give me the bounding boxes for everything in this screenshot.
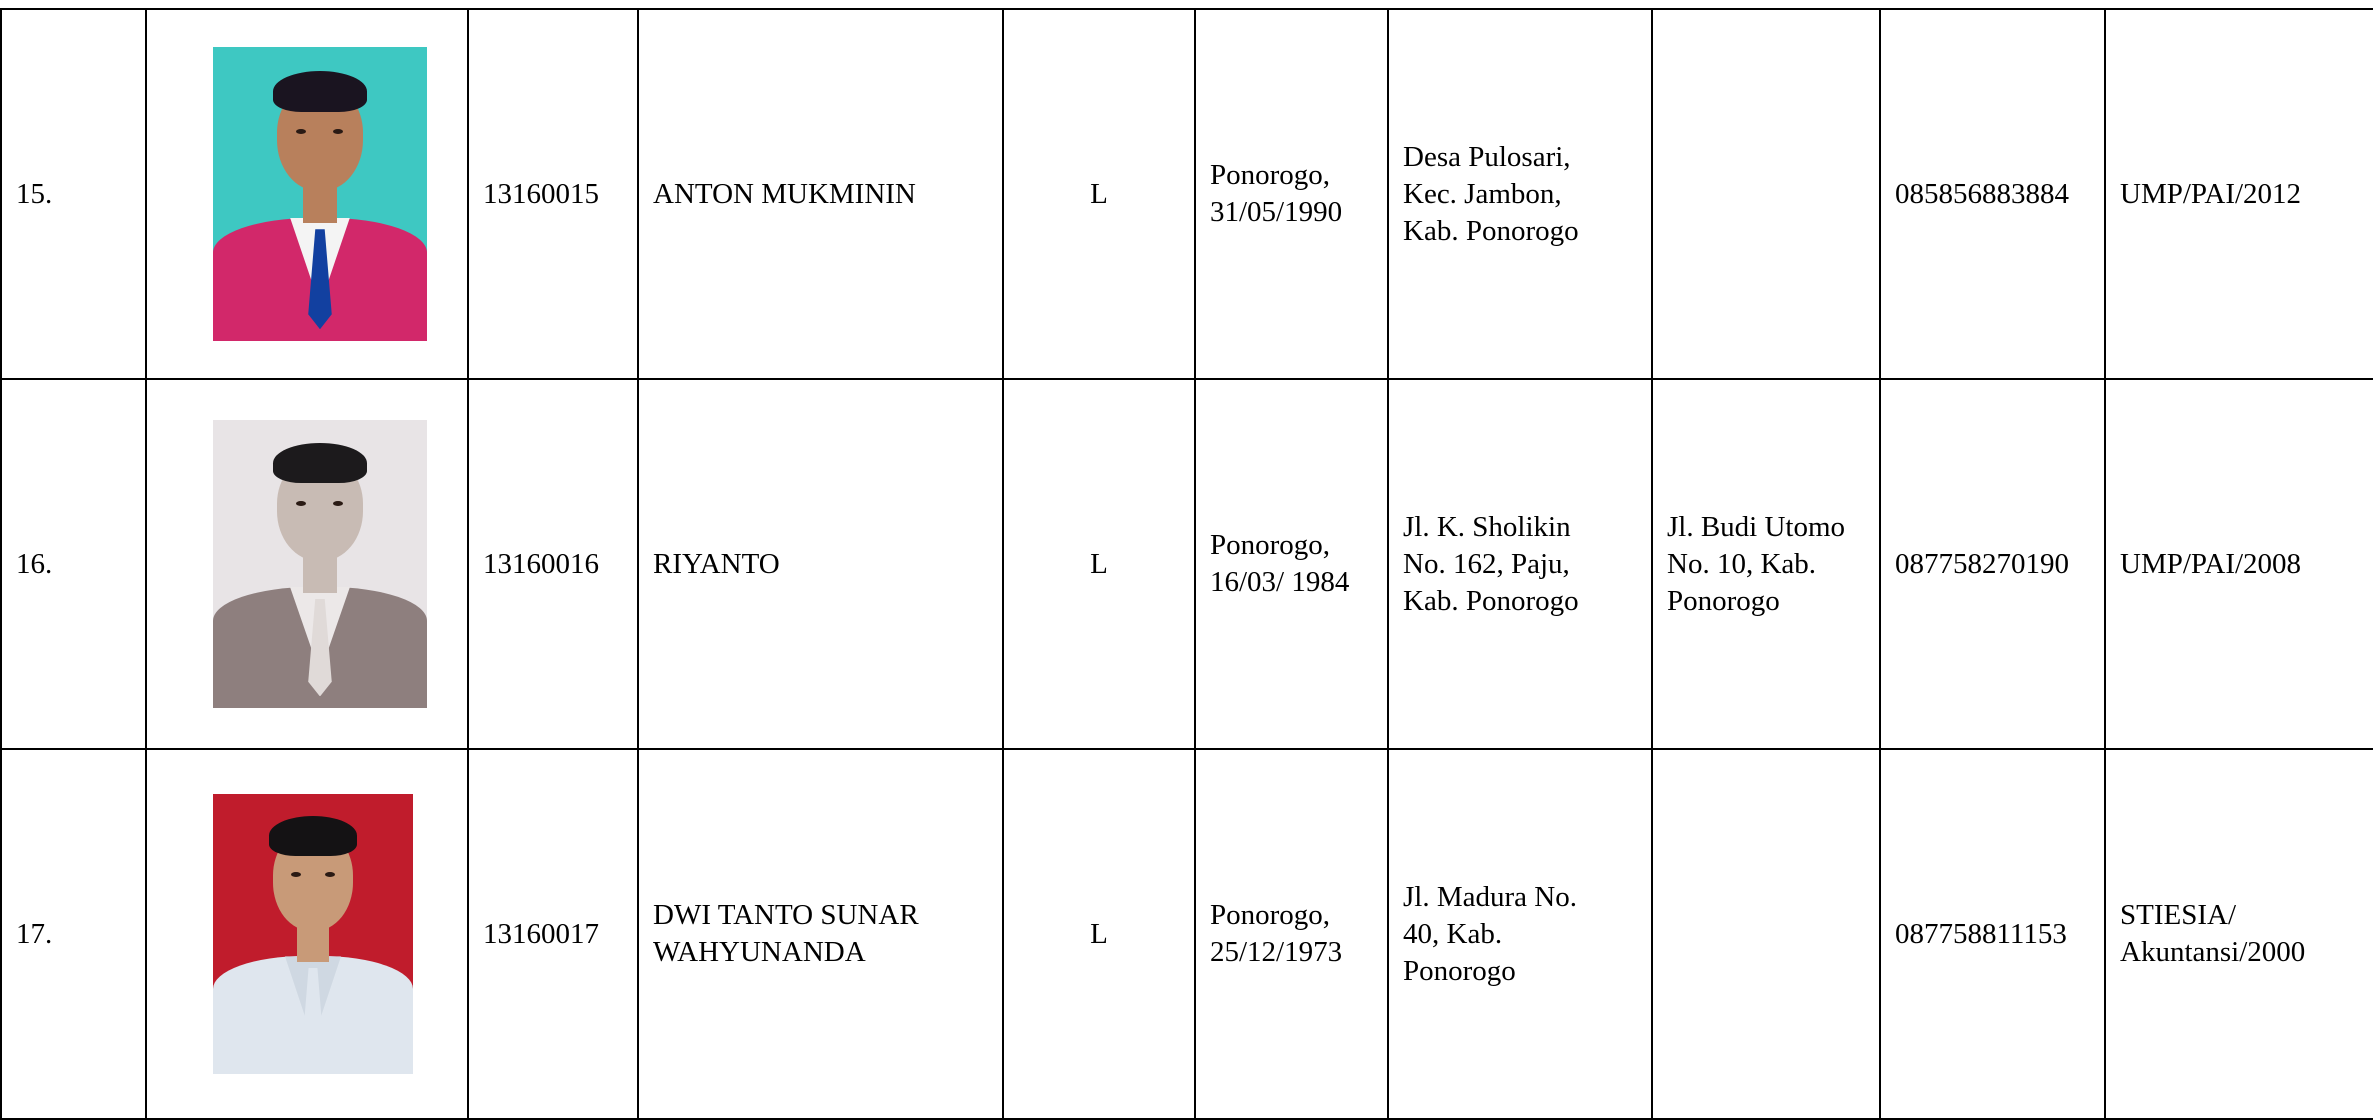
photo-hair: [273, 71, 367, 112]
home-address: Jl. K. Sholikin No. 162, Paju, Kab. Ponorogo: [1388, 379, 1652, 749]
secondary-address: [1652, 749, 1880, 1119]
photo-cell: [146, 9, 468, 379]
person-photo-icon: [213, 47, 427, 341]
gender: L: [1003, 9, 1195, 379]
person-photo-icon: [213, 794, 413, 1074]
education: UMP/PAI/2012: [2105, 9, 2373, 379]
student-id: 13160015: [468, 9, 638, 379]
home-address: Desa Pulosari, Kec. Jambon, Kab. Ponorogo: [1388, 9, 1652, 379]
person-photo-icon: [213, 420, 427, 708]
birth-place-date: Ponorogo, 25/12/1973: [1195, 749, 1388, 1119]
education: UMP/PAI/2008: [2105, 379, 2373, 749]
photo-eye-left: [296, 501, 306, 506]
table-row: [1, 9, 2373, 379]
student-id: 13160016: [468, 379, 638, 749]
phone-number: 085856883884: [1880, 9, 2105, 379]
student-name: RIYANTO: [638, 379, 1003, 749]
row-number: 17.: [1, 749, 146, 1119]
gender: L: [1003, 379, 1195, 749]
row-number: 15.: [1, 9, 146, 379]
student-id: 13160017: [468, 749, 638, 1119]
photo-hair: [269, 816, 357, 855]
gender: L: [1003, 749, 1195, 1119]
student-name: ANTON MUKMININ: [638, 9, 1003, 379]
phone-number: 087758270190: [1880, 379, 2105, 749]
education: STIESIA/ Akuntansi/2000: [2105, 749, 2373, 1119]
secondary-address: Jl. Budi Utomo No. 10, Kab. Ponorogo: [1652, 379, 1880, 749]
photo-cell: [146, 749, 468, 1119]
photo-hair: [273, 443, 367, 483]
secondary-address: [1652, 9, 1880, 379]
birth-place-date: Ponorogo, 16/03/ 1984: [1195, 379, 1388, 749]
row-number: 16.: [1, 379, 146, 749]
table-row: [1, 379, 2373, 749]
home-address: Jl. Madura No. 40, Kab. Ponorogo: [1388, 749, 1652, 1119]
birth-place-date: Ponorogo, 31/05/1990: [1195, 9, 1388, 379]
phone-number: 087758811153: [1880, 749, 2105, 1119]
photo-cell: [146, 379, 468, 749]
student-name: DWI TANTO SUNAR WAHYUNANDA: [638, 749, 1003, 1119]
student-roster-table: [0, 8, 2373, 1120]
table-row: [1, 749, 2373, 1119]
photo-eye-right: [333, 501, 343, 506]
